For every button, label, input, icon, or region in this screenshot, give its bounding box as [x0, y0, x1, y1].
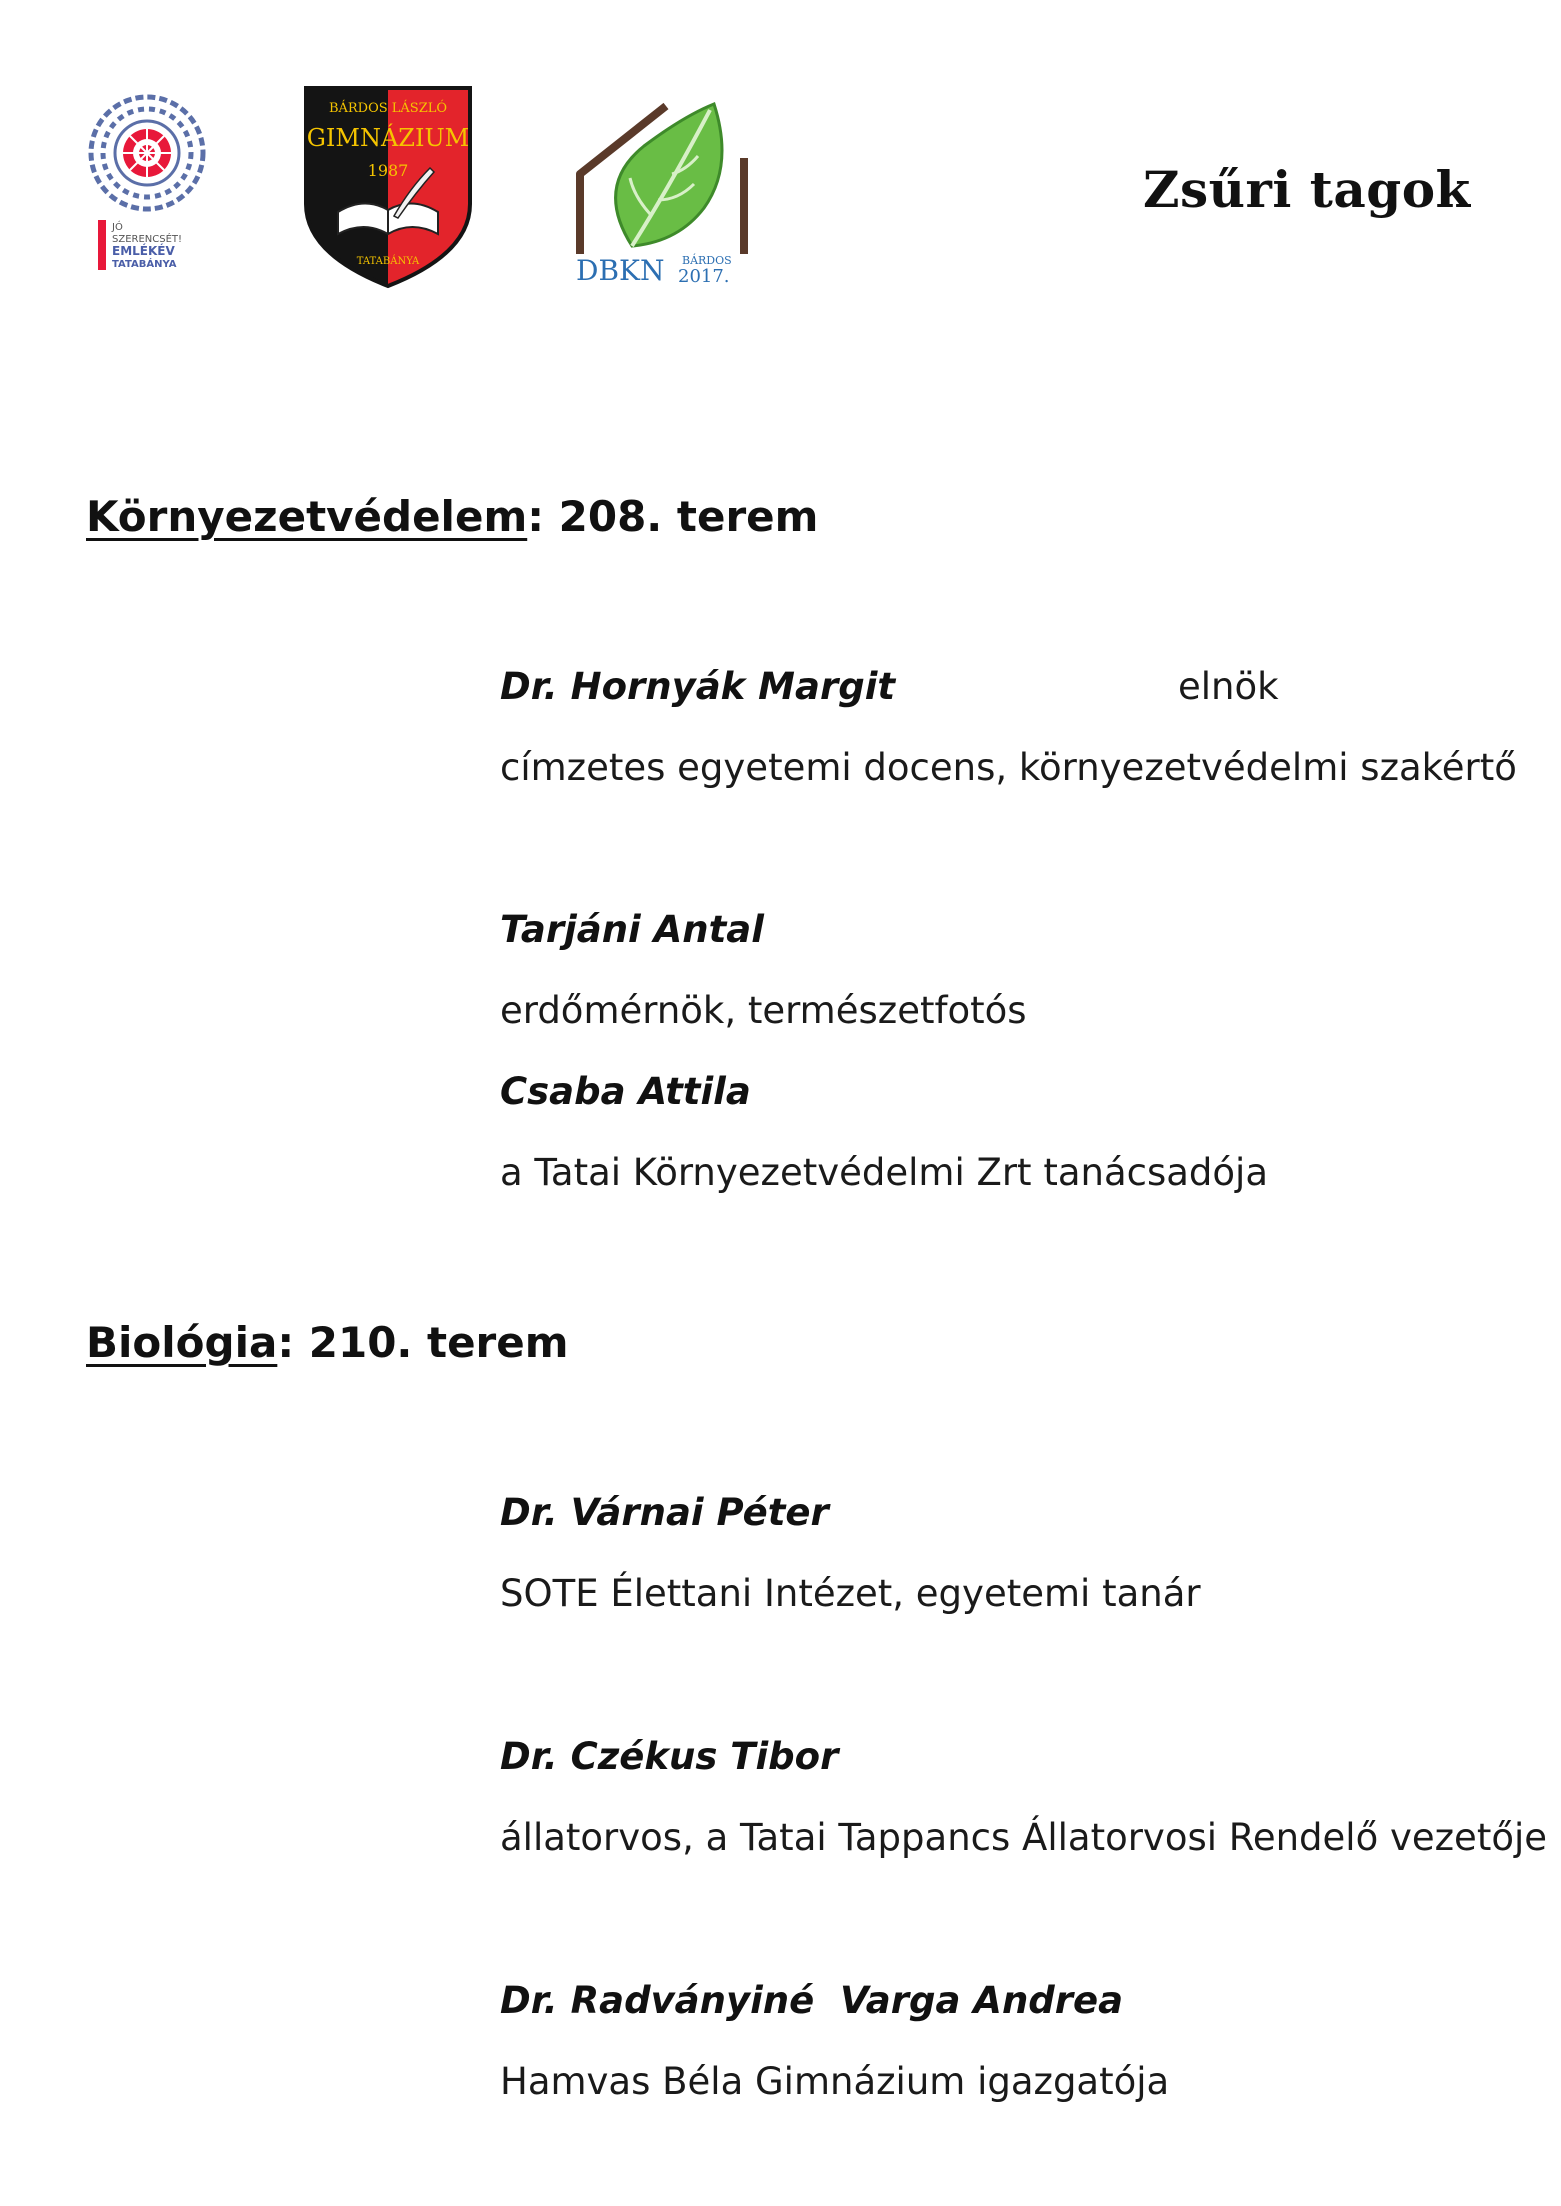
- gimnazium-shield-logo: [302, 84, 474, 290]
- dbkn-logo: [574, 96, 750, 286]
- section-room: : 208. terem: [527, 492, 819, 541]
- member-description: Hamvas Béla Gimnázium igazgatója: [500, 2060, 1170, 2103]
- member-name: Csaba Attila: [500, 1070, 751, 1113]
- member-description: a Tatai Környezetvédelmi Zrt tanácsadója: [500, 1151, 1269, 1194]
- member-name: Dr. Czékus Tibor: [500, 1735, 839, 1778]
- section-room: : 210. terem: [277, 1318, 569, 1367]
- member-name: Tarjáni Antal: [500, 908, 764, 951]
- emlekev-line3: EMLÉKÉV: [112, 244, 175, 258]
- section-heading-biologia: [86, 1318, 569, 1367]
- member-description: erdőmérnök, természetfotós: [500, 989, 1027, 1032]
- member-description: állatorvos, a Tatai Tappancs Állatorvosi Rendelő vezetője: [500, 1816, 1548, 1859]
- member-name: Dr. Várnai Péter: [500, 1491, 829, 1534]
- gimnazium-line1: BÁRDOS LÁSZLÓ: [328, 101, 448, 116]
- page-title: Zsűri tagok: [1143, 160, 1471, 219]
- gimnazium-year: 1987: [367, 161, 409, 180]
- rosette-icon: [91, 97, 203, 209]
- emlekev-line4: TATABÁNYA: [112, 259, 177, 270]
- member-role: elnök: [1178, 665, 1279, 708]
- house-leaf-icon: [580, 104, 744, 254]
- section-heading-kornyezetvedelem: [86, 492, 818, 541]
- emlekev-line2: SZERENCSÉT!: [112, 234, 183, 245]
- gimnazium-line2: GIMNÁZIUM: [306, 124, 470, 152]
- section-subject: Biológia: [86, 1318, 278, 1367]
- member-description: SOTE Élettani Intézet, egyetemi tanár: [500, 1572, 1201, 1615]
- emlekev-line1: JÓ: [112, 222, 123, 233]
- emlekev-logo: [86, 92, 208, 282]
- member-name: Dr. Hornyák Margit: [500, 665, 896, 708]
- dbkn-sub: BÁRDOS: [682, 254, 732, 267]
- dbkn-year: 2017.: [678, 266, 730, 286]
- gimnazium-city: TATABÁNYA: [356, 256, 420, 267]
- member-name: Dr. Radványiné Varga Andrea: [500, 1979, 1124, 2022]
- member-description: címzetes egyetemi docens, környezetvédelmi szakértő: [500, 746, 1517, 789]
- dbkn-acronym: DBKN: [576, 254, 665, 286]
- section-subject: Környezetvédelem: [86, 492, 528, 541]
